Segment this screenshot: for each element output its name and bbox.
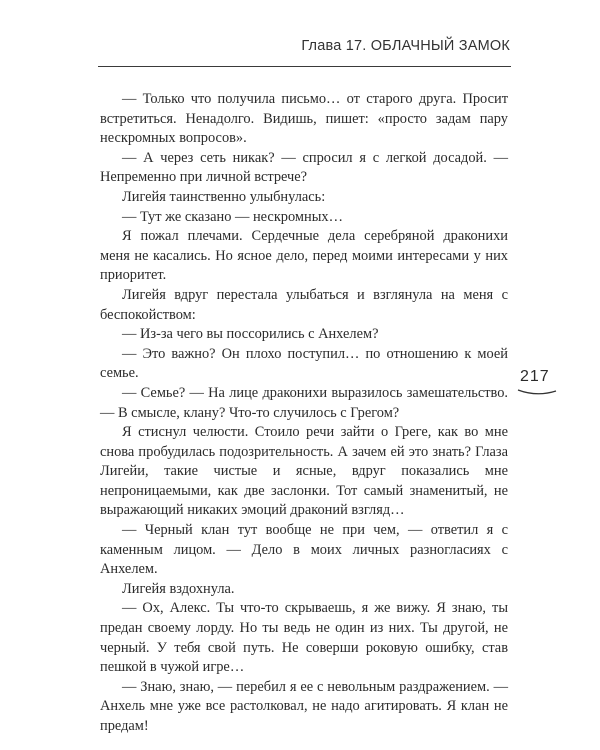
paragraph: — Знаю, знаю, — перебил я ее с невольным раздражением. — Анхель мне уже все растолковал, не надо агитировать. Я клан не предам! (100, 678, 508, 734)
paragraph: — Черный клан тут вообще не при чем, — ответил я с каменным лицом. — Дело в моих личных разногласиях с Анхелем. (100, 522, 508, 578)
paragraph: Я стиснул челюсти. Стоило речи зайти о Греге, как во мне снова пробудилась подозрительность. А зачем ей это знать? Глаза Лигейи, такие чистые и ясные, вдруг показались мне непроницаемыми, как две заслонки. Тот самый знаменитый, не выражающий никаких эмоций драконий взгляд… (100, 424, 508, 519)
paragraph: Лигейя таинственно улыбнулась: (122, 188, 326, 205)
paragraph: — Ох, Алекс. Ты что-то скрываешь, я же вижу. Я знаю, ты предан своему лорду. Но ты ведь не один из них. Ты другой, не черный. У тебя свой путь. Не соверши роковую ошибку, став пешкой в чужой игре… (100, 600, 508, 676)
paragraph: Я пожал плечами. Сердечные дела серебряной драконихи меня не касались. Но ясное дело, перед моими интересами у них приоритет. (100, 228, 508, 284)
paragraph: Лигейя вдруг перестала улыбаться и взглянула на меня с беспокойством: (100, 286, 508, 323)
body-text (100, 90, 508, 737)
paragraph: — Только что получила письмо… от старого друга. Просит встретиться. Ненадолго. Видишь, пишет: «просто задам пару нескромных вопросов». (100, 91, 508, 147)
page-number: 217 (520, 368, 550, 385)
page-number-swoosh (517, 388, 557, 398)
paragraph: — Семье? — На лице драконихи выразилось замешательство. — В смысле, клану? Что-то случилось с Грегом? (100, 384, 508, 421)
paragraph: — А через сеть никак? — спросил я с легкой досадой. — Непременно при личной встрече? (100, 149, 508, 186)
paragraph: Лигейя вздохнула. (122, 580, 235, 597)
running-header: Глава 17. ОБЛАЧНЫЙ ЗАМОК (301, 38, 510, 54)
header-rule (98, 66, 511, 67)
paragraph: — Это важно? Он плохо поступил… по отношению к моей семье. (100, 345, 508, 382)
paragraph: — Тут же сказано — нескромных… (122, 208, 343, 225)
paragraph: — Из-за чего вы поссорились с Анхелем? (122, 326, 379, 343)
